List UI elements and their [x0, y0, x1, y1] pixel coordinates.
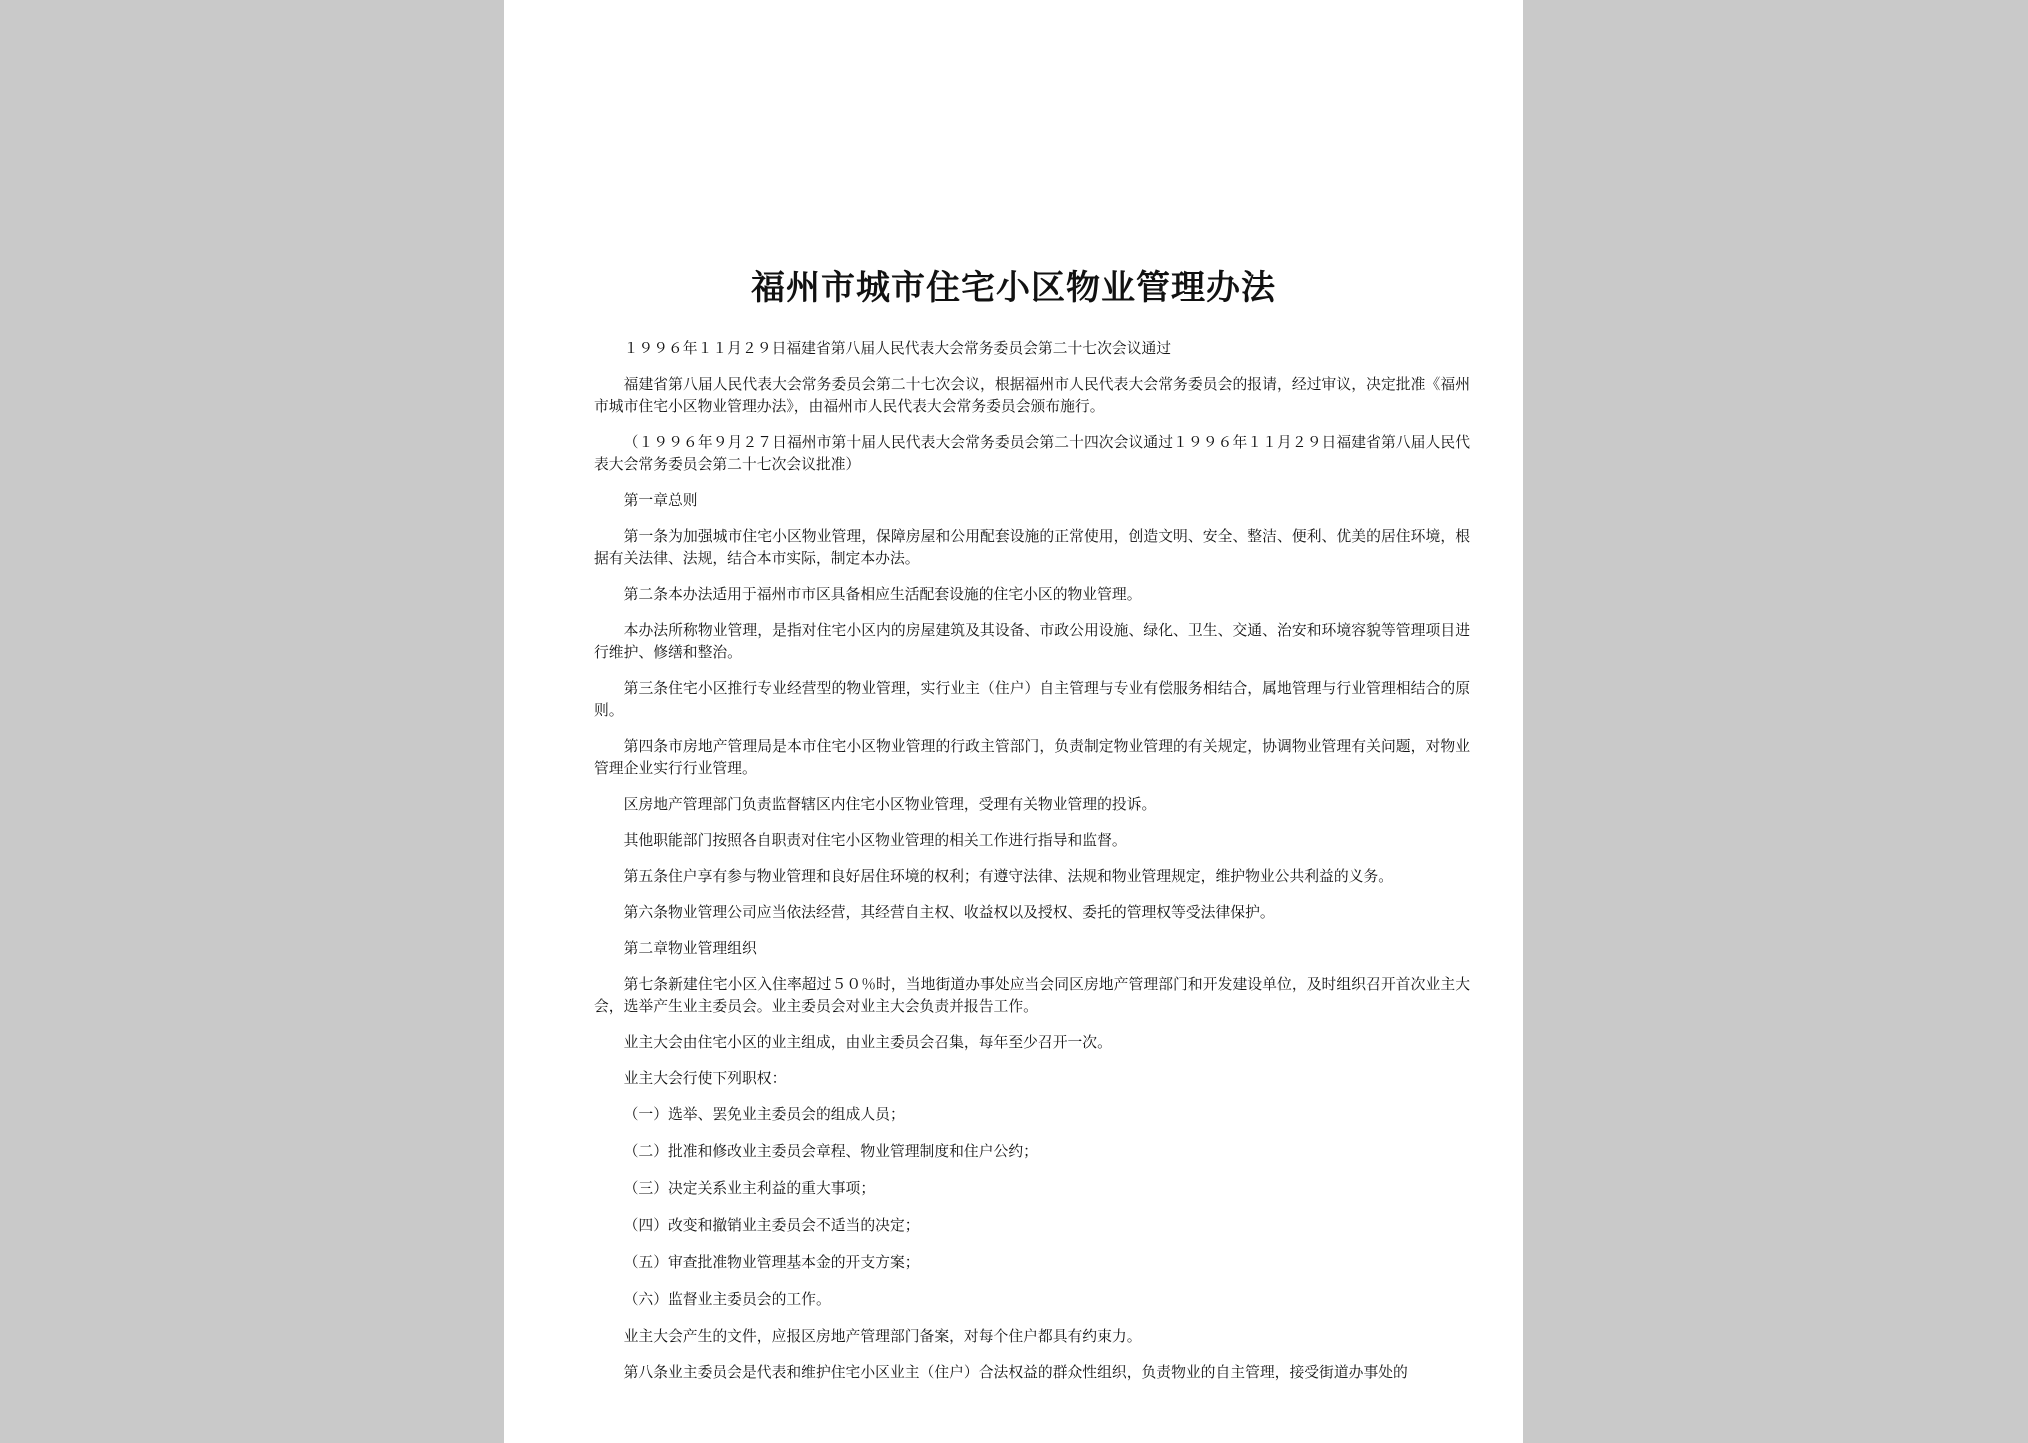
article-paragraph: 业主大会行使下列职权： — [623, 1070, 787, 1087]
article-paragraph: 第四条市房地产管理局是本市住宅小区物业管理的行政主管部门，负责制定物业管理的有关规定，协调物业管理有关问题，对物业管理企业实行行业管理。 — [594, 738, 1470, 777]
list-item: （二）批准和修改业主委员会章程、物业管理制度和住户公约； — [623, 1143, 1038, 1160]
approval-paragraph: 福建省第八届人民代表大会常务委员会第二十七次会议，根据福州市人民代表大会常务委员会的报请，经过审议，决定批准《福州市城市住宅小区物业管理办法》，由福州市人民代表大会常务委员会颁布施行。 — [594, 376, 1470, 415]
list-item: （六）监督业主委员会的工作。 — [623, 1291, 831, 1308]
article-paragraph: 第三条住宅小区推行专业经营型的物业管理，实行业主（住户）自主管理与专业有偿服务相结合，属地管理与行业管理相结合的原则。 — [594, 680, 1470, 719]
article-paragraph: 第五条住户享有参与物业管理和良好居住环境的权利；有遵守法律、法规和物业管理规定，维护物业公共利益的义务。 — [623, 868, 1394, 885]
article-paragraph: 其他职能部门按照各自职责对住宅小区物业管理的相关工作进行指导和监督。 — [623, 832, 1127, 849]
list-item: （四）改变和撤销业主委员会不适当的决定； — [623, 1217, 920, 1234]
article-paragraph: 区房地产管理部门负责监督辖区内住宅小区物业管理，受理有关物业管理的投诉。 — [623, 796, 1157, 813]
list-item: （三）决定关系业主利益的重大事项； — [623, 1180, 876, 1197]
article-paragraph: 本办法所称物业管理，是指对住宅小区内的房屋建筑及其设备、市政公用设施、绿化、卫生、交通、治安和环境容貌等管理项目进行维护、修缮和整治。 — [594, 622, 1470, 661]
document-body — [594, 338, 1470, 1398]
article-paragraph: 第一条为加强城市住宅小区物业管理，保障房屋和公用配套设施的正常使用，创造文明、安全、整洁、便利、优美的居住环境，根据有关法律、法规，结合本市实际，制定本办法。 — [594, 528, 1470, 567]
article-paragraph: 第六条物业管理公司应当依法经营，其经营自主权、收益权以及授权、委托的管理权等受法律保护。 — [623, 904, 1275, 921]
article-paragraph: 第八条业主委员会是代表和维护住宅小区业主（住户）合法权益的群众性组织，负责物业的自主管理，接受街道办事处的 — [623, 1364, 1408, 1381]
passage-note: （１９９６年９月２７日福州市第十届人民代表大会常务委员会第二十四次会议通过１９９６年１１月２９日福建省第八届人民代表大会常务委员会第二十七次会议批准） — [594, 434, 1470, 473]
list-item: （一）选举、罢免业主委员会的组成人员； — [623, 1106, 905, 1123]
chapter-heading: 第一章总则 — [623, 492, 698, 509]
document-page — [504, 0, 1523, 1443]
article-paragraph: 第七条新建住宅小区入住率超过５０％时，当地街道办事处应当会同区房地产管理部门和开发建设单位，及时组织召开首次业主大会，选举产生业主委员会。业主委员会对业主大会负责并报告工作。 — [594, 976, 1470, 1015]
document-title: 福州市城市住宅小区物业管理办法 — [751, 268, 1276, 308]
article-paragraph: 业主大会由住宅小区的业主组成，由业主委员会召集，每年至少召开一次。 — [623, 1034, 1112, 1051]
chapter-heading: 第二章物业管理组织 — [623, 940, 757, 957]
article-paragraph: 业主大会产生的文件，应报区房地产管理部门备案，对每个住户都具有约束力。 — [623, 1328, 1142, 1345]
article-paragraph: 第二条本办法适用于福州市市区具备相应生活配套设施的住宅小区的物业管理。 — [623, 586, 1142, 603]
list-item: （五）审查批准物业管理基本金的开支方案； — [623, 1254, 920, 1271]
adoption-note: １９９６年１１月２９日福建省第八届人民代表大会常务委员会第二十七次会议通过 — [623, 340, 1172, 357]
